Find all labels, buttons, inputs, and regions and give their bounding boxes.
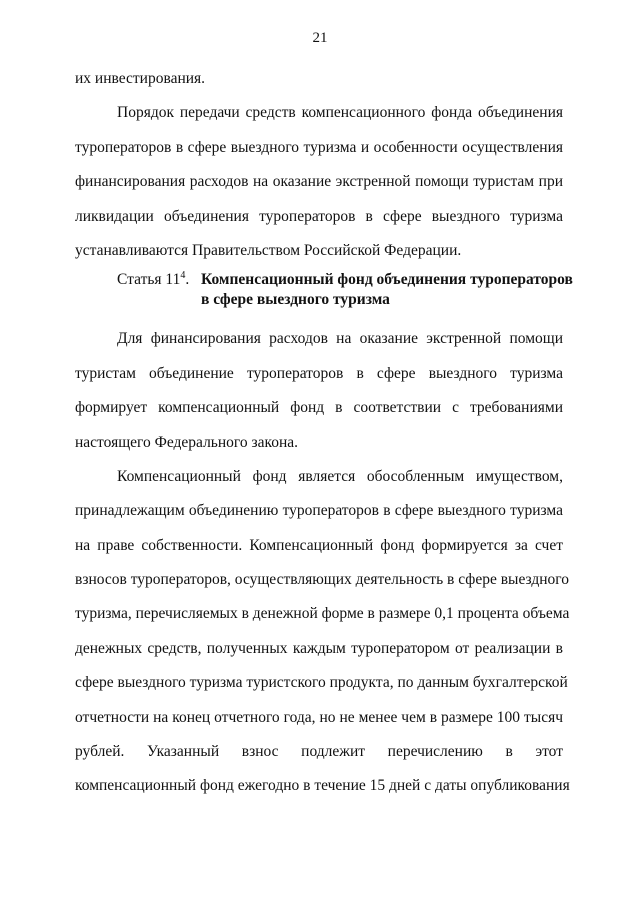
text-line: Компенсационный фонд является обособленным имуществом,	[117, 467, 563, 485]
page-number: 21	[312, 30, 328, 46]
paragraph-4	[75, 460, 570, 804]
text-line: компенсационный фонд ежегодно в течение 15 дней с даты опубликования	[75, 777, 570, 795]
text-line: на праве собственности. Компенсационный фонд формируется за счет	[75, 536, 563, 554]
article-number	[75, 270, 201, 290]
article-label-suffix: .	[185, 271, 190, 289]
document-body	[75, 62, 573, 804]
text-line: отчетности на конец отчетного года, но не менее чем в размере 100 тысяч	[75, 708, 563, 726]
text-line: Для финансирования расходов на оказание экстренной помощи	[117, 330, 563, 348]
paragraph-2	[75, 96, 563, 268]
text-line: сфере выездного туризма туристского продукта, по данным бухгалтерской	[75, 674, 568, 692]
text-line: устанавливаются Правительством Российской Федерации.	[75, 241, 462, 259]
text-line: финансирования расходов на оказание экстренной помощи туристам при	[75, 173, 563, 191]
text-line: принадлежащим объединению туроператоров в сфере выездного туризма	[75, 502, 563, 520]
text-line: формирует компенсационный фонд в соответствии с требованиями	[75, 399, 563, 417]
text-line: их инвестирования.	[75, 70, 206, 87]
text-line: взносов туроператоров, осуществляющих деятельность в сфере выездного	[75, 571, 570, 589]
text-line: денежных средств, полученных каждым туроператором от реализации в	[75, 639, 563, 657]
article-title-line: в сфере выездного туризма	[201, 291, 390, 309]
text-line: Порядок передачи средств компенсационного фонда объединения	[117, 104, 563, 122]
text-line: рублей. Указанный взнос подлежит перечислению в этот	[75, 743, 563, 761]
text-line: ликвидации объединения туроператоров в сфере выездного туризма	[75, 207, 563, 225]
article-label-text: Статья 11	[117, 271, 181, 289]
text-line: туристам объединение туроператоров в сфере выездного туризма	[75, 364, 563, 382]
text-line: настоящего Федерального закона.	[75, 433, 299, 451]
text-line: туризма, перечисляемых в денежной форме в размере 0,1 процента объема	[75, 605, 570, 623]
paragraph-3	[75, 322, 563, 460]
article-superscript: 4	[180, 270, 186, 282]
text-line: туроператоров в сфере выездного туризма и особенности осуществления	[75, 138, 563, 156]
article-title-line: Компенсационный фонд объединения туроператоров	[201, 271, 573, 289]
paragraph-1	[75, 62, 563, 96]
article-heading	[75, 270, 573, 310]
article-title	[201, 270, 573, 310]
